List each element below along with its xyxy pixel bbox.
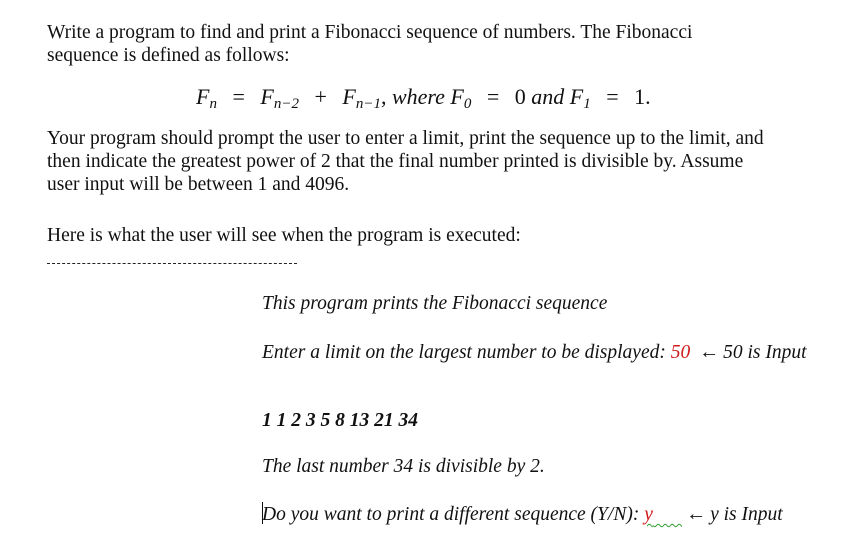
formula-where: where <box>391 84 445 109</box>
formula-comma: , <box>380 84 387 109</box>
left-arrow-icon-2: ← <box>686 503 707 525</box>
formula-equals: = <box>232 84 245 109</box>
prompt-text: Enter a limit on the largest number to be displayed: <box>262 342 666 363</box>
left-arrow-icon: ← <box>699 341 720 363</box>
formula-fn-2: $F_{n-2}$ <box>260 84 299 112</box>
output-sequence-line: 1 1 2 3 5 8 13 21 34 <box>262 410 418 431</box>
repeat-input-value: y <box>644 504 653 525</box>
output-title-line: This program prints the Fibonacci sequence <box>262 293 608 314</box>
formula-fn-1: $F_{n-1}$ <box>342 84 381 112</box>
formula-fn: $F_n$ <box>196 84 217 112</box>
formula-f1: $F_1$ <box>569 84 591 112</box>
formula-zero: 0 <box>514 84 526 109</box>
dashed-divider <box>47 263 297 264</box>
formula-and: and <box>531 84 565 109</box>
execution-intro: Here is what the user will see when the program is executed: <box>47 225 521 246</box>
output-repeat-line <box>262 502 842 527</box>
fibonacci-formula <box>196 84 651 117</box>
formula-equals-3: = <box>606 84 619 109</box>
formula-f0: $F_0$ <box>450 84 472 112</box>
prompt-note: 50 is Input <box>723 342 807 363</box>
output-prompt-line <box>262 340 842 365</box>
repeat-note: y is Input <box>710 504 783 525</box>
repeat-prompt-text: Do you want to print a different sequence (Y/N): <box>262 504 640 525</box>
formula-equals-2: = <box>486 84 500 109</box>
output-result-line: The last number 34 is divisible by 2. <box>262 456 545 477</box>
formula-plus: + <box>314 84 327 109</box>
description-paragraph: Your program should prompt the user to enter a limit, print the sequence up to the limit, and then indicate the greatest power of 2 that the final number printed is divisible by. Assume user input will be between 1 and 4096. <box>47 128 764 195</box>
intro-paragraph: Write a program to find and print a Fibonacci sequence of numbers. The Fibonacci sequence is defined as follows: <box>47 22 693 66</box>
formula-one: 1. <box>634 84 651 109</box>
prompt-input-value: 50 <box>670 342 691 363</box>
